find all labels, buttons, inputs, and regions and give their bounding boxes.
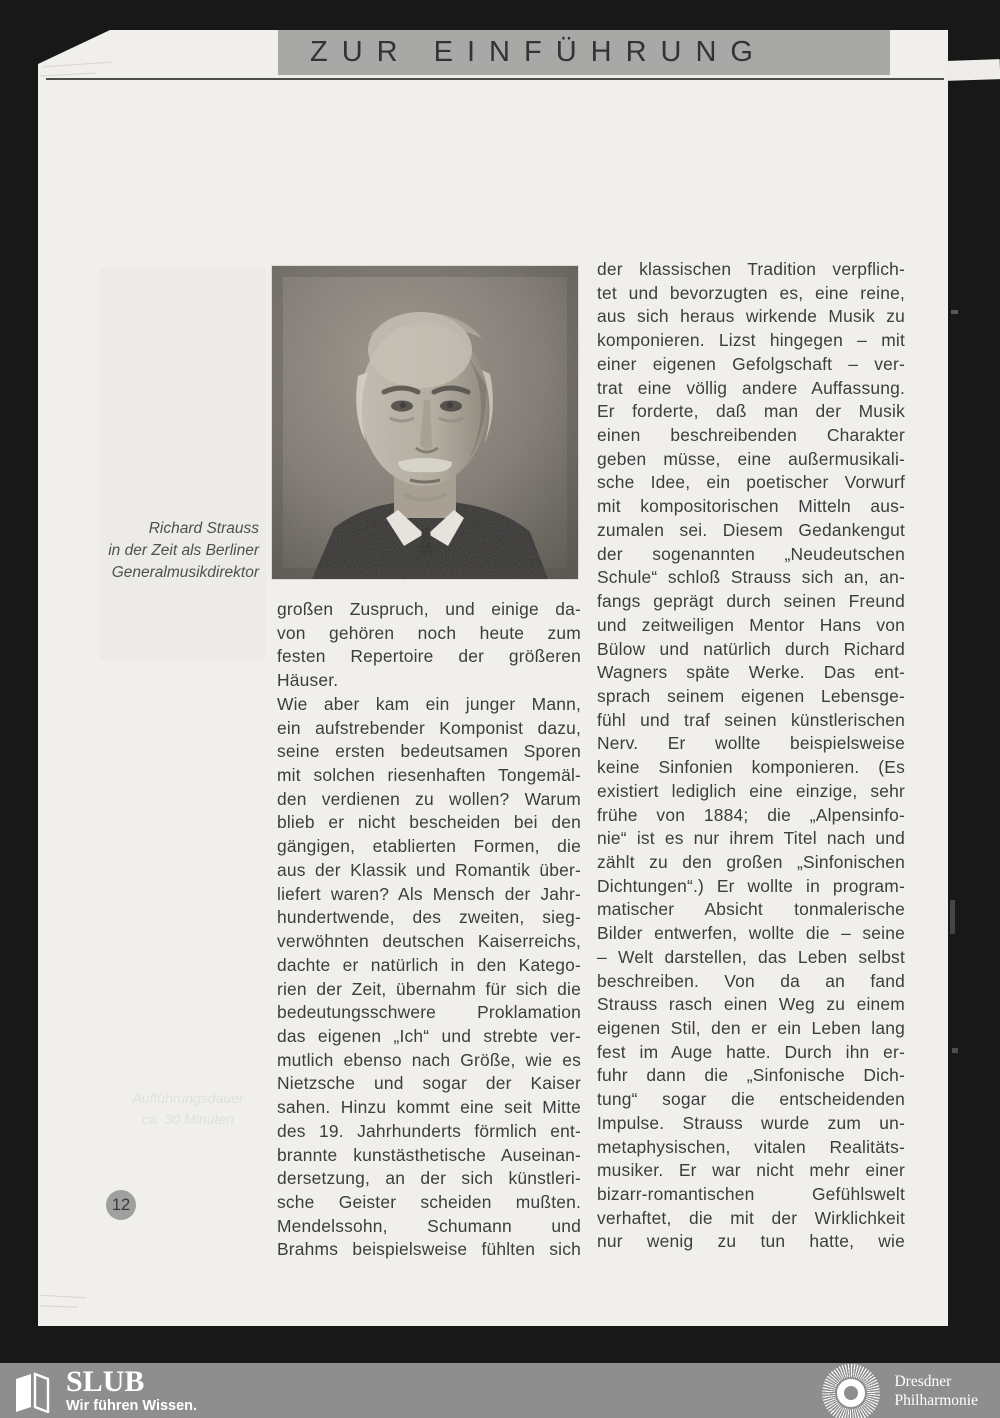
text-line: festen Repertoire der größeren	[277, 646, 581, 667]
text-line: Wagners späte Werke. Das ent-	[597, 662, 905, 683]
text-line: Aufführungsdauer	[132, 1090, 244, 1106]
text-line: hundertwende, des zweiten, sieg-	[277, 907, 581, 928]
text-line: mit kompositorischen Mitteln aus-	[597, 496, 905, 517]
text-line: Strauss rasch einen Weg zu einem	[597, 994, 905, 1015]
text-line: trat eine völlig andere Auffassung.	[597, 377, 905, 398]
text-line: großen Zuspruch, und einige da-	[277, 599, 581, 619]
text-line: Nietzsche und sogar der Kaiser	[277, 1073, 581, 1094]
text-line: seine ersten bedeutsamen Sporen	[277, 741, 581, 762]
text-line: zählt zu den großen „Sinfonischen	[597, 851, 905, 872]
header-rule	[46, 78, 944, 80]
text-line: liefert waren? Als Mensch der Jahr-	[277, 883, 581, 904]
text-line: ca. 30 Minuten	[142, 1111, 234, 1127]
text-line: zumalen sei. Diesem Gedankengut	[597, 519, 905, 540]
text-line: sche Geister scheiden mußten.	[277, 1191, 581, 1212]
document-page	[38, 30, 948, 1326]
text-line: Wie aber kam ein junger Mann,	[277, 693, 581, 714]
text-line: metaphysischen, vitalen Realitäts-	[597, 1136, 905, 1157]
right-text-column	[597, 258, 905, 1254]
page-corner-shadow	[38, 30, 110, 64]
text-line: bedeutungsschwere Proklamation	[277, 1002, 581, 1023]
text-line: in der Zeit als Berliner	[108, 542, 259, 559]
text-line: von gehören noch heute zum	[277, 622, 581, 643]
text-line: das eigenen „Ich“ und strebte ver-	[277, 1025, 581, 1046]
text-line: tet und bevorzugten es, eine reine,	[597, 282, 905, 303]
text-line: aus sich heraus wirkende Musik zu	[597, 306, 905, 327]
text-line: und zeitweiligen Mentor Hans von	[597, 614, 905, 635]
text-line: sahen. Hinzu kommt eine seit Mitte	[277, 1097, 581, 1118]
text-line: komponieren. Lizst hingegen – mit	[597, 330, 905, 351]
portrait-illustration	[272, 266, 578, 579]
text-line: mit solchen riesenhaften Tongemäl-	[277, 765, 581, 786]
text-line: mutlich ebenso nach Größe, wie es	[277, 1049, 581, 1070]
text-line: Philharmonie	[894, 1391, 978, 1409]
text-line: blieb er nicht bescheiden bei den	[277, 812, 581, 833]
text-line: geben müsse, eine außermusikali-	[597, 448, 905, 469]
philharmonie-sunburst-icon	[822, 1364, 880, 1418]
text-line: Nerv. Er wollte beispielsweise	[597, 733, 905, 754]
text-line: fuhr dann die „Sinfonische Dich-	[597, 1065, 905, 1086]
section-header-bar	[278, 30, 890, 75]
text-line: fest im Auge hatte. Durch ihn er-	[597, 1041, 905, 1062]
text-line: fühl und traf seinen künstlerischen	[597, 709, 905, 730]
text-line: existiert lediglich eine einzige, sehr	[597, 780, 905, 801]
text-line: sche Idee, ein poetischer Vorwurf	[597, 472, 905, 493]
text-line: dachte er natürlich in den Katego-	[277, 954, 581, 975]
philharmonie-wordmark	[894, 1372, 978, 1410]
text-line: bizarr-romantischen Gefühlswelt	[597, 1184, 905, 1205]
text-line: sprach seinem eigenen Lebensge-	[597, 685, 905, 706]
richard-strauss-photo	[272, 266, 578, 579]
slub-wordmark: SLUB	[66, 1364, 145, 1398]
text-line: Häuser.	[277, 670, 339, 691]
text-line: aus der Klassik und Romantik über-	[277, 859, 581, 880]
bleed-through-text	[108, 1088, 268, 1130]
text-line: beschreiben. Von da an fand	[597, 970, 905, 991]
text-line: den verdienen zu wollen? Warum	[277, 788, 581, 809]
text-line: verwöhnten deutschen Kaiserreichs,	[277, 931, 581, 952]
text-line: verhaftet, die mit der Wirklichkeit	[597, 1207, 905, 1228]
text-line: einen beschreibenden Charakter	[597, 425, 905, 446]
text-line: musiker. Er war nicht mehr einer	[597, 1160, 905, 1181]
page-number: 12	[111, 1195, 131, 1214]
text-line: nie“ ist es nur ihrem Titel nach und	[597, 828, 905, 849]
text-line: der sogenannten „Neudeutschen	[597, 543, 905, 564]
text-line: rien der Zeit, übernahm für sich die	[277, 978, 581, 999]
text-line: keine Sinfonien komponieren. (Es	[597, 757, 905, 778]
text-line: dersetzung, an der sich künstleri-	[277, 1168, 581, 1189]
text-line: Er forderte, daß man der Musik	[597, 401, 905, 422]
slub-book-icon	[14, 1371, 50, 1413]
photo-caption	[93, 518, 259, 584]
scan-speck	[952, 1048, 958, 1053]
text-line: Mendelssohn, Schumann und	[277, 1215, 581, 1236]
sheet-edge-line	[40, 1305, 78, 1307]
text-line: tung“ sogar die entscheidenden	[597, 1089, 905, 1110]
text-line: Brahms beispielsweise fühlten sich	[277, 1239, 581, 1260]
text-line: Bülow und natürlich durch Richard	[597, 638, 905, 659]
sheet-edge-line	[40, 1295, 86, 1298]
text-line: fangs geprägt durch seinen Freund	[597, 591, 905, 612]
text-line: der klassischen Tradition verpflich-	[597, 259, 905, 279]
bleed-through-area	[100, 268, 266, 660]
text-line: gängigen, etablierten Formen, die	[277, 836, 581, 857]
text-line: Schule“ schloß Strauss sich an, an-	[597, 567, 905, 588]
scan-speck	[951, 310, 958, 314]
text-line: frühe von 1884; die „Alpensinfo-	[597, 804, 905, 825]
left-text-column	[277, 598, 581, 1262]
slub-logo-block	[14, 1364, 198, 1414]
text-line: Dichtungen“.) Er wollte in program-	[597, 875, 905, 896]
text-line: brannte kunstästhetische Auseinan-	[277, 1144, 581, 1165]
footer-bar	[0, 1363, 1000, 1418]
text-line: Dresdner	[894, 1372, 952, 1390]
text-line: nur wenig zu tun hatte, wie	[597, 1231, 905, 1252]
text-line: Impulse. Strauss wurde zum un-	[597, 1112, 905, 1133]
text-line: einer eigenen Gefolgschaft – ver-	[597, 353, 905, 374]
section-title: ZUR EINFÜHRUNG	[310, 36, 767, 68]
text-line: des 19. Jahrhunderts förmlich ent-	[277, 1120, 581, 1141]
text-line: ein aufstrebender Komponist dazu,	[277, 717, 581, 738]
adjacent-page-sliver	[946, 59, 1000, 81]
slub-tagline: Wir führen Wissen.	[66, 1397, 198, 1414]
text-line: eigenen Stil, den er ein Leben lang	[597, 1018, 905, 1038]
text-line: Generalmusikdirektor	[111, 564, 259, 581]
page-number-badge	[106, 1190, 136, 1220]
text-line: – Welt darstellen, das Leben selbst	[597, 946, 905, 967]
text-line: Richard Strauss	[148, 520, 259, 537]
text-line: Bilder entwerfen, wollte die – seine	[597, 923, 905, 944]
philharmonie-logo-block	[822, 1363, 978, 1418]
sheet-edge-line	[40, 73, 96, 77]
text-line: matischer Absicht tonmalerische	[597, 899, 905, 920]
scan-speck	[950, 900, 955, 934]
